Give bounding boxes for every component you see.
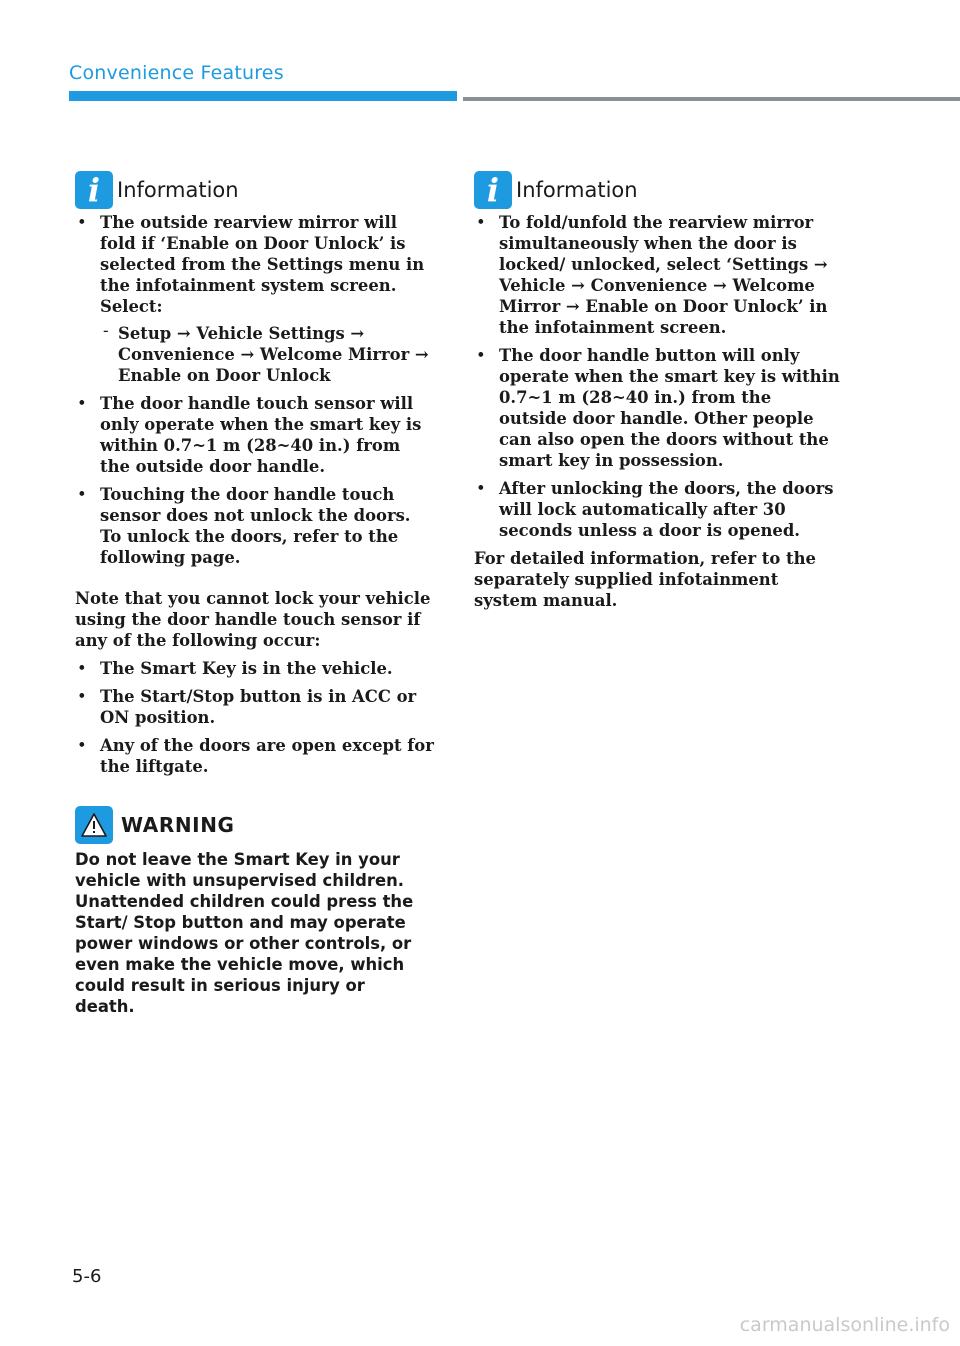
header-rule-accent [69,91,457,101]
watermark: carmanualsonline.info [739,1314,950,1336]
right-column [474,170,844,618]
sub-list-item: - Setup → Vehicle Settings → Convenience → Welcome Mirror → Enable on Door Unlock [100,323,435,386]
list-item: • The Smart Key is in the vehicle. [75,658,435,679]
footer-paragraph: For detailed information, refer to the separately supplied infotainment system manual. [474,549,816,610]
list-item: • After unlocking the doors, the doors will lock automatically after 30 seconds unless a door is opened. [474,478,844,541]
warning-box [75,805,435,1017]
list-item: • The door handle touch sensor will only operate when the smart key is within 0.7~1 m (28~40 in.) from the outside door handle. [75,393,435,477]
list-item: • The Start/Stop button is in ACC or ON position. [75,686,435,728]
list-item: • Any of the doors are open except for the liftgate. [75,735,435,777]
list-item: • Touching the door handle touch sensor does not unlock the doors. To unlock the doors, refer to the following page. [75,484,435,568]
sub-list [100,323,435,386]
page-number: 5-6 [72,1266,102,1287]
warning-text: Do not leave the Smart Key in your vehicle with unsupervised children. Unattended children could press the Start/ Stop button and may operate power windows or other controls, or even make the vehicle move, which could result in serious injury or death. [75,850,414,1016]
condition-list [75,658,435,777]
info-icon: i [474,171,512,209]
info-box-title: Information [117,178,239,202]
note-paragraph: Note that you cannot lock your vehicle using the door handle touch sensor if any of the following occur: [75,589,431,650]
info-bullet-list [474,212,844,541]
left-column [75,170,435,1017]
list-item [75,212,435,386]
warning-header [75,805,435,845]
section-title: Convenience Features [69,62,284,84]
info-box-header [75,170,435,210]
warning-title: WARNING [121,813,235,837]
info-box-title: Information [516,178,638,202]
bullet-text: The outside rearview mirror will fold if ‘Enable on Door Unlock’ is selected from the Settings menu in the infotainment system screen. Select: [100,213,425,316]
header-rule-grey [463,97,960,101]
list-item: • The door handle button will only operate when the smart key is within 0.7~1 m (28~40 in.) from the outside door handle. Other people can also open the doors without the smart key in possession. [474,345,844,471]
info-icon: i [75,171,113,209]
warning-triangle-icon [75,806,113,844]
list-item: • To fold/unfold the rearview mirror simultaneously when the door is locked/ unlocked, select ‘Settings → Vehicle → Convenience → Welcome Mirror → Enable on Door Unlock’ in the infotainment screen. [474,212,844,338]
info-box-header [474,170,844,210]
info-bullet-list [75,212,435,568]
